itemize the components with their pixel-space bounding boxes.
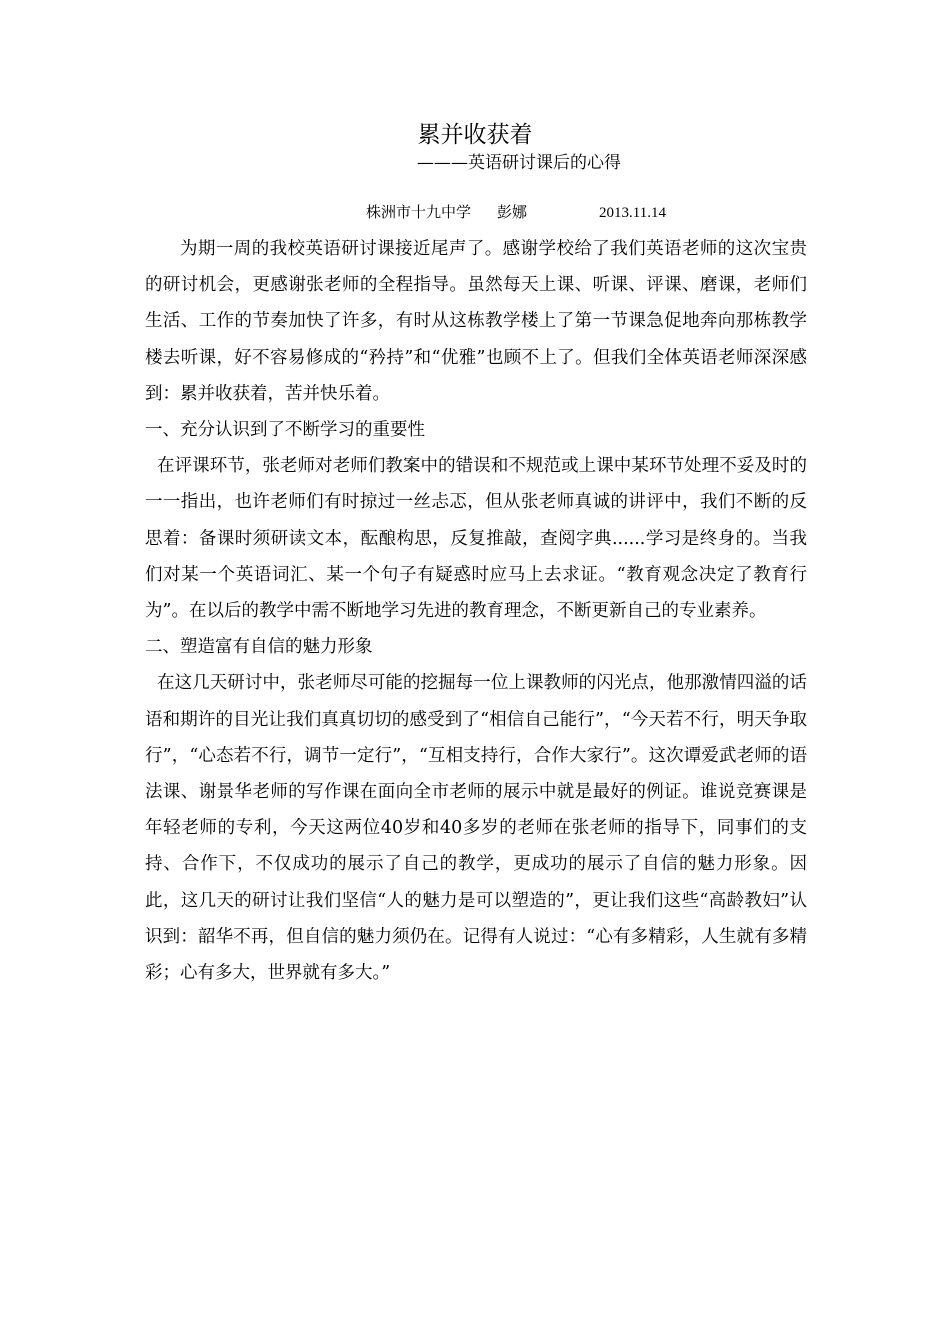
document-subtitle: ———英语研讨课后的心得 [417,153,621,173]
section-heading-1: 一、充分认识到了不断学习的重要性 [145,420,425,441]
document-title: 累并收获着 [417,122,533,148]
byline-date: 2013.11.14 [599,205,666,221]
byline-school: 株洲市十九中学 [366,203,472,221]
byline-author: 彭娜 [497,203,528,221]
section-heading-2: 二、塑造富有自信的魅力形象 [145,637,373,658]
byline [366,201,666,224]
intro-paragraph: 为期一周的我校英语研讨课接近尾声了。感谢学校给了我们英语老师的这次宝贵的研讨机会，更感谢张老师的全程指导。虽然每天上课、听课、评课、磨课，老师们生活、工作的节奏加快了许多，有时从这栋教学楼上了第一节课急促地奔向那栋教学楼去听课，好不容易修成的“矜持”和“优雅”也顾不上了。但我们全体英语老师深深感到：累并收获着，苦并快乐着。 [145,239,807,404]
document-body [145,231,807,991]
section-1-paragraph: 在评课环节，张老师对老师们教案中的错误和不规范或上课中某环节处理不妥及时的一一指出，也许老师们有时掠过一丝忐忑，但从张老师真诚的讲评中，我们不断的反思着：备课时须研读文本，酝酿构思，反复推敲，查阅字典......学习是终身的。当我们对某一个英语词汇、某一个句子有疑惑时应马上去求证。“教育观念决定了教育行为”。在以后的教学中需不断地学习先进的教育理念，不断更新自己的专业素养。 [145,456,807,622]
section-2-paragraph: 在这几天研讨中，张老师尽可能的挖掘每一位上课教师的闪光点，他那激情四溢的话语和期许的目光让我们真真切切的感受到了“相信自己能行”，“今天若不行，明天争取行”，“心态若不行，调节一定行”，“互相支持行，合作大家行”。这次谭爱武老师的语法课、谢景华老师的写作课在面向全市老师的展示中就是最好的例证。谁说竞赛课是年轻老师的专利，今天这两位40岁和40多岁的老师在张老师的指导下，同事们的支持、合作下，不仅成功的展示了自己的教学，更成功的展示了自信的魅力形象。因此，这几天的研讨让我们坚信“人的魅力是可以塑造的”，更让我们这些“高龄教妇”认识到：韶华不再，但自信的魅力须仍在。记得有人说过：“心有多精彩，人生就有多精彩；心有多大，世界就有多大。” [145,673,807,984]
